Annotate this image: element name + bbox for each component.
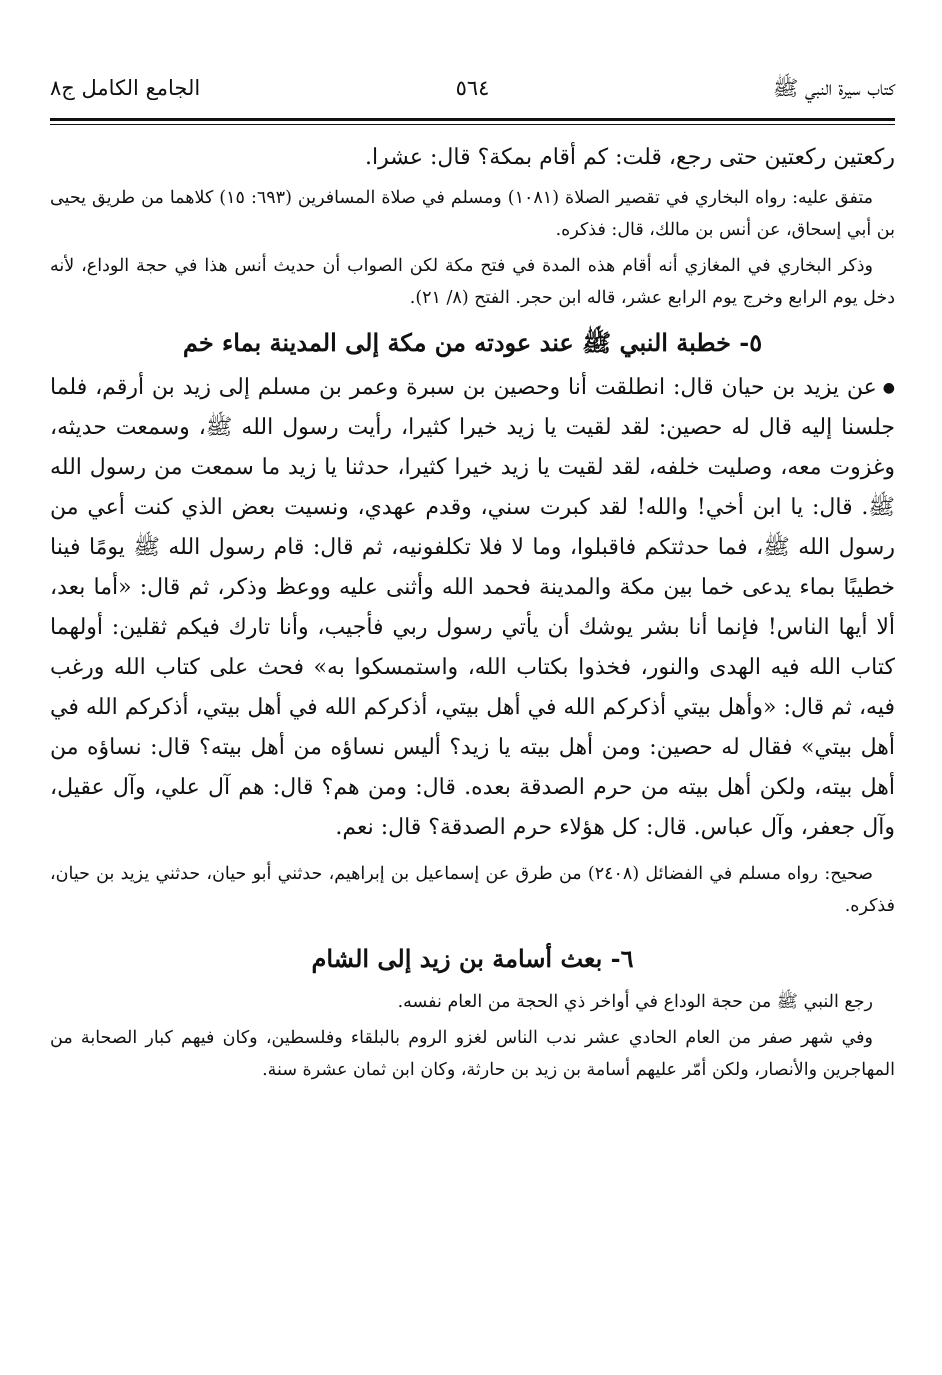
- header-section-title: كتاب سيرة النبي ﷺ: [772, 76, 895, 100]
- header-page-number: ٥٦٤: [455, 76, 490, 100]
- header-rule-thick: [50, 118, 895, 121]
- footnote-takhrij-muslim: صحيح: رواه مسلم في الفضائل (٢٤٠٨) من طرق عن إسماعيل بن إبراهيم، حدثني أبو حيان، حدثني يزيد بن حيان، فذكره.: [50, 864, 895, 916]
- hadith-text: عن يزيد بن حيان قال: انطلقت أنا وحصين بن سبرة وعمر بن مسلم إلى زيد بن أرقم، فلما جلسنا إليه قال له حصين: لقد لقيت يا زيد خيرا كثيرا، رأيت رسول الله ﷺ، وسمعت حديثه، وغزوت معه، وصليت خلفه، لقد لقيت يا زيد خيرا كثيرا، حدثنا يا زيد ما سمعت من رسول الله ﷺ. قال: يا ابن أخي! والله! لقد كبرت سني، وقدم عهدي، ونسيت بعض الذي كنت أعي من رسول الله ﷺ، فما حدثتكم فاقبلوا، وما لا فلا تكلفونيه، ثم قال: قام رسول الله ﷺ يومًا فينا خطيبًا بماء يدعى خما بين مكة والمدينة فحمد الله وأثنى عليه ووعظ وذكر، ثم قال: «أما بعد، ألا أيها الناس! فإنما أنا بشر يوشك أن يأتي رسول ربي فأجيب، وأنا تارك فيكم ثقلين: أولهما كتاب الله فيه الهدى والنور، فخذوا بكتاب الله، واستمسكوا به» فحث على كتاب الله ورغب فيه، ثم قال: «وأهل بيتي أذكركم الله في أهل بيتي، أذكركم الله في أهل بيتي، أذكركم الله في أهل بيتي» فقال له حصين: ومن أهل بيته يا زيد؟ أليس نساؤه من أهل بيته؟ قال: نساؤه من أهل بيته، ولكن أهل بيته من حرم الصدقة بعده. قال: ومن هم؟ قال: هم آل علي، وآل عقيل، وآل جعفر، وآل عباس. قال: كل هؤلاء حرم الصدقة؟ قال: نعم.: [50, 375, 895, 840]
- page-body: [50, 138, 895, 1086]
- book-page: [50, 0, 895, 1375]
- spacer: [50, 848, 895, 854]
- section-heading-6: ٦- بعث أسامة بن زيد إلى الشام: [311, 944, 634, 973]
- header-rule-thin: [50, 124, 895, 125]
- bullet-icon: ●: [882, 380, 895, 396]
- paragraph-return-from-hajj: رجع النبي ﷺ من حجة الوداع في أواخر ذي الحجة من العام نفسه.: [397, 992, 873, 1012]
- footnote-bukhari-maghazi: وذكر البخاري في المغازي أنه أقام هذه المدة في فتح مكة لكن الصواب أن حديث أنس هذا في حجة الوداع، لأنه دخل يوم الرابع وخرج يوم الرابع عشر، قاله ابن حجر. الفتح (٨/ ٢١).: [50, 256, 895, 308]
- paragraph-usama-expedition: وفي شهر صفر من العام الحادي عشر ندب الناس لغزو الروم بالبلقاء وفلسطين، وكان فيهم كبار الصحابة من المهاجرين والأنصار، ولكن أمّر عليهم أسامة بن زيد بن حارثة، وكان ابن ثمان عشرة سنة.: [50, 1028, 895, 1080]
- page-header: [50, 66, 895, 110]
- header-volume-title: الجامع الكامل ج٨: [50, 76, 201, 100]
- hadith-zaid-bin-arqam: [50, 368, 895, 848]
- footnote-takhrij-1: متفق عليه: رواه البخاري في تقصير الصلاة (١٠٨١) ومسلم في صلاة المسافرين (٦٩٣: ١٥) كلاهما من طريق يحيى بن أبي إسحاق، عن أنس بن مالك، قال: فذكره.: [50, 188, 895, 240]
- paragraph-continuation: ركعتين ركعتين حتى رجع، قلت: كم أقام بمكة؟ قال: عشرا.: [365, 145, 895, 170]
- section-heading-5: ٥- خطبة النبي ﷺ عند عودته من مكة إلى المدينة بماء خم: [182, 328, 763, 357]
